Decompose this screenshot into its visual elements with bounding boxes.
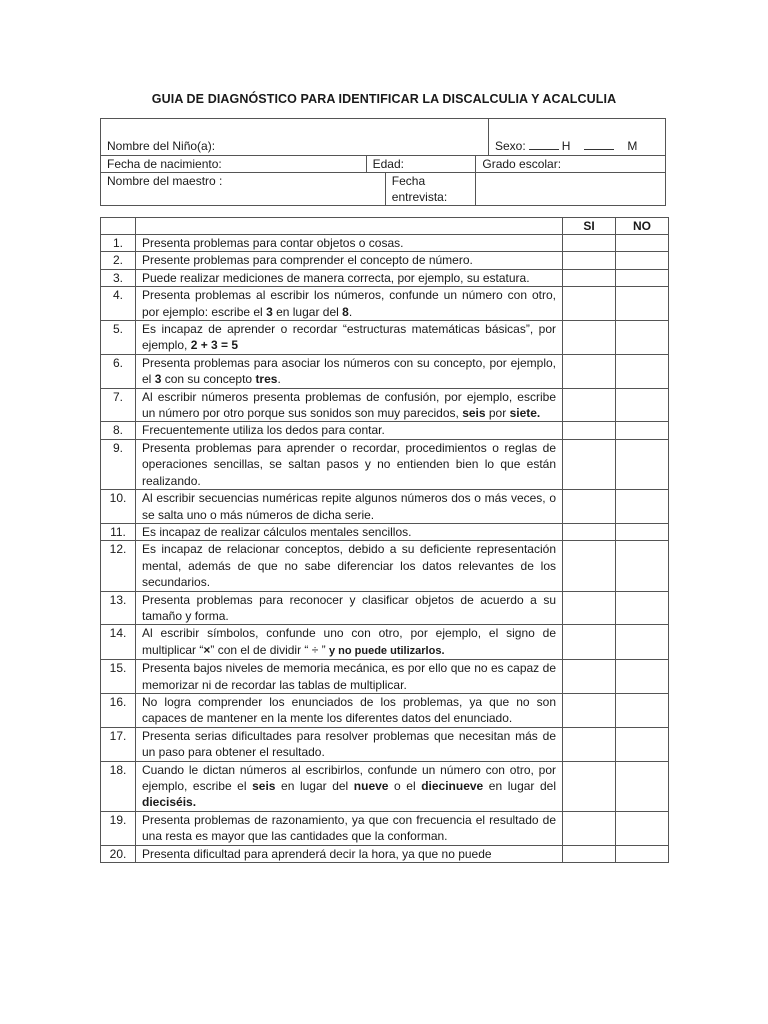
- no-checkbox-cell[interactable]: [616, 523, 669, 540]
- item-number: 20.: [101, 845, 136, 862]
- item-number: 8.: [101, 422, 136, 439]
- no-checkbox-cell[interactable]: [616, 660, 669, 694]
- header-desc-cell: [136, 218, 563, 235]
- item-number: 10.: [101, 490, 136, 524]
- si-checkbox-cell[interactable]: [563, 422, 616, 439]
- checklist-row: [101, 439, 669, 489]
- item-text: Presenta problemas para reconocer y clasificar objetos de acuerdo a su tamaño y forma.: [136, 591, 563, 625]
- no-checkbox-cell[interactable]: [616, 845, 669, 862]
- item-text-bold: 3: [266, 304, 273, 319]
- item-text-bold: seis: [252, 779, 276, 793]
- item-number: 5.: [101, 321, 136, 355]
- item-text: [136, 845, 563, 862]
- checklist-row: [101, 660, 669, 694]
- item-text-part: en lugar del: [483, 779, 556, 793]
- si-checkbox-cell[interactable]: [563, 354, 616, 388]
- no-checkbox-cell[interactable]: [616, 252, 669, 269]
- student-info-table: [100, 118, 666, 206]
- si-checkbox-cell[interactable]: [563, 625, 616, 660]
- item-number: 17.: [101, 727, 136, 761]
- item-number: 6.: [101, 354, 136, 388]
- no-checkbox-cell[interactable]: [616, 287, 669, 321]
- checklist-row: [101, 287, 669, 321]
- item-text: Presenta problemas para aprender o recordar, procedimientos o reglas de operaciones sencillas, se saltan pasos y no entienden bien lo que están realizando.: [136, 439, 563, 489]
- checklist-table: [100, 217, 669, 863]
- no-checkbox-cell[interactable]: [616, 541, 669, 591]
- fecha-nacimiento-label: Fecha de nacimiento:: [107, 157, 222, 171]
- item-text-content: Presenta dificultad para aprenderá decir la hora, ya que no puede: [142, 846, 492, 861]
- item-text-bold: 8: [342, 304, 349, 319]
- item-text: [136, 287, 563, 321]
- edad-label: Edad:: [372, 157, 404, 171]
- item-text: Frecuentemente utiliza los dedos para contar.: [136, 422, 563, 439]
- item-text-bold: diecinueve: [421, 779, 484, 793]
- item-text-part: Es incapaz de aprender o recordar “estructuras matemáticas básicas”, por ejemplo,: [142, 322, 556, 353]
- si-checkbox-cell[interactable]: [563, 439, 616, 489]
- si-checkbox-cell[interactable]: [563, 660, 616, 694]
- checklist-header-row: [101, 218, 669, 235]
- multiply-symbol: ×: [203, 642, 211, 657]
- sexo-label: Sexo:: [495, 139, 526, 153]
- si-checkbox-cell[interactable]: [563, 490, 616, 524]
- item-number: 4.: [101, 287, 136, 321]
- item-text-part: o el: [388, 779, 422, 793]
- si-checkbox-cell[interactable]: [563, 727, 616, 761]
- item-text: [136, 625, 563, 660]
- item-number: 3.: [101, 269, 136, 286]
- checklist-row: [101, 269, 669, 286]
- grado-escolar-label: Grado escolar:: [482, 157, 562, 171]
- item-number: 15.: [101, 660, 136, 694]
- item-text: [136, 761, 563, 811]
- edad-field[interactable]: [366, 156, 476, 173]
- item-text: [136, 354, 563, 388]
- item-text-bold: tres: [255, 372, 278, 387]
- item-text-bold: siete.: [509, 406, 541, 421]
- no-checkbox-cell[interactable]: [616, 693, 669, 727]
- checklist-row: [101, 541, 669, 591]
- item-text-part: con su concepto: [161, 372, 256, 387]
- checklist-row: [101, 321, 669, 355]
- document-title: GUIA DE DIAGNÓSTICO PARA IDENTIFICAR LA DISCALCULIA Y ACALCULIA: [151, 92, 617, 106]
- fecha-entrevista-label: Fecha entrevista:: [391, 174, 448, 204]
- fecha-nacimiento-field[interactable]: [101, 156, 367, 173]
- no-checkbox-cell[interactable]: [616, 354, 669, 388]
- item-number: 14.: [101, 625, 136, 660]
- no-checkbox-cell[interactable]: [616, 591, 669, 625]
- si-checkbox-cell[interactable]: [563, 523, 616, 540]
- checklist-row: [101, 845, 669, 862]
- no-checkbox-cell[interactable]: [616, 761, 669, 811]
- no-checkbox-cell[interactable]: [616, 439, 669, 489]
- no-checkbox-cell[interactable]: [616, 422, 669, 439]
- checklist-row: [101, 693, 669, 727]
- item-text-part: ” con el de dividir “ ÷ ”: [210, 642, 329, 657]
- item-text: Es incapaz de relacionar conceptos, debido a su deficiente representación mental, además de que no sabe diferenciar los datos relevantes de los secundarios.: [136, 541, 563, 591]
- checklist-row: [101, 235, 669, 252]
- no-checkbox-cell[interactable]: [616, 321, 669, 355]
- item-text: Es incapaz de realizar cálculos mentales sencillos.: [136, 523, 563, 540]
- checklist-row: [101, 727, 669, 761]
- si-checkbox-cell[interactable]: [563, 761, 616, 811]
- item-number: 9.: [101, 439, 136, 489]
- item-text-bold: nueve: [353, 779, 389, 793]
- item-text-part: Al escribir símbolos, confunde uno con otro, por ejemplo, el signo de multiplicar “: [142, 626, 556, 657]
- item-number: 19.: [101, 811, 136, 845]
- item-text: No logra comprender los enunciados de los problemas, ya que no son capaces de mantener en la mente los diferentes datos del enunciado.: [136, 693, 563, 727]
- item-number: 13.: [101, 591, 136, 625]
- header-no: NO: [616, 218, 669, 235]
- item-text: Presente problemas para comprender el concepto de número.: [136, 252, 563, 269]
- item-number: 2.: [101, 252, 136, 269]
- item-number: 16.: [101, 693, 136, 727]
- no-checkbox-cell[interactable]: [616, 811, 669, 845]
- item-number: 11.: [101, 523, 136, 540]
- si-checkbox-cell[interactable]: [563, 845, 616, 862]
- item-number: 7.: [101, 388, 136, 422]
- si-checkbox-cell[interactable]: [563, 287, 616, 321]
- header-num-cell: [101, 218, 136, 235]
- si-checkbox-cell[interactable]: [563, 811, 616, 845]
- item-text-part: .: [348, 304, 353, 319]
- nombre-nino-label: Nombre del Niño(a):: [107, 139, 216, 153]
- si-checkbox-cell[interactable]: [563, 591, 616, 625]
- item-text-part: Presenta problemas para asociar los números con su concepto, por ejemplo, el: [142, 355, 556, 387]
- si-checkbox-cell[interactable]: [563, 269, 616, 286]
- item-text: Puede realizar mediciones de manera correcta, por ejemplo, su estatura.: [136, 269, 563, 286]
- no-checkbox-cell[interactable]: [616, 727, 669, 761]
- item-text-bold: 2 + 3 = 5: [190, 338, 239, 353]
- item-text-bold: y no puede utilizarlos.: [328, 644, 445, 657]
- si-checkbox-cell[interactable]: [563, 541, 616, 591]
- item-text: [136, 321, 563, 355]
- checklist-row: [101, 625, 669, 660]
- item-text: Presenta serias dificultades para resolver problemas que necesitan más de un paso para obtener el resultado.: [136, 727, 563, 761]
- nombre-nino-field[interactable]: [101, 119, 489, 156]
- item-text-part: en lugar del: [272, 304, 343, 319]
- item-number: 12.: [101, 541, 136, 591]
- checklist-row: [101, 811, 669, 845]
- no-checkbox-cell[interactable]: [616, 490, 669, 524]
- item-text-part: Presenta problemas al escribir los números, confunde un número con otro, por ejemplo: escribe el: [142, 288, 556, 319]
- checklist-row: [101, 422, 669, 439]
- si-checkbox-cell[interactable]: [563, 388, 616, 422]
- no-checkbox-cell[interactable]: [616, 235, 669, 252]
- checklist-row: [101, 523, 669, 540]
- si-checkbox-cell[interactable]: [563, 252, 616, 269]
- item-text: Al escribir secuencias numéricas repite algunos números dos o más veces, o se salta uno o más números de dicha serie.: [136, 490, 563, 524]
- si-checkbox-cell[interactable]: [563, 693, 616, 727]
- no-checkbox-cell[interactable]: [616, 388, 669, 422]
- header-si: SI: [563, 218, 616, 235]
- checklist-row: [101, 252, 669, 269]
- item-text-bold: seis: [462, 406, 486, 421]
- grado-escolar-field[interactable]: [476, 156, 666, 173]
- item-text: Presenta problemas de razonamiento, ya que con frecuencia el resultado de una resta es mayor que las cantidades que la conforman.: [136, 811, 563, 845]
- nombre-maestro-field[interactable]: [101, 173, 476, 206]
- item-text: Presenta problemas para contar objetos o cosas.: [136, 235, 563, 252]
- si-checkbox-cell[interactable]: [563, 235, 616, 252]
- item-text-bold: dieciséis.: [142, 795, 197, 810]
- item-text-part: .: [277, 372, 281, 387]
- checklist-row: [101, 388, 669, 422]
- item-text-part: Cuando le dictan números al escribirlos, confunde un número con otro, por ejemplo, escribe el: [142, 762, 556, 793]
- checklist-row: [101, 490, 669, 524]
- item-text-part: por: [485, 406, 510, 421]
- sexo-m-blank[interactable]: [584, 139, 614, 150]
- item-number: 18.: [101, 761, 136, 811]
- item-text-bold: 3: [154, 372, 162, 387]
- no-checkbox-cell[interactable]: [616, 269, 669, 286]
- sexo-h-label: H: [561, 139, 571, 153]
- item-text-part: en lugar del: [275, 779, 354, 793]
- item-number: 1.: [101, 235, 136, 252]
- item-text-part: Al escribir números presenta problemas de confusión, por ejemplo, escribe un número por otro porque sus sonidos son muy parecidos,: [142, 389, 556, 421]
- nombre-maestro-label: Nombre del maestro :: [107, 173, 386, 205]
- item-text: Presenta bajos niveles de memoria mecánica, es por ello que no es capaz de memorizar ni de recordar las tablas de multiplicar.: [136, 660, 563, 694]
- sexo-m-label: M: [627, 139, 638, 153]
- sexo-field[interactable]: [489, 119, 666, 156]
- sexo-h-blank[interactable]: [529, 139, 559, 150]
- fecha-entrevista-field[interactable]: [476, 173, 666, 206]
- si-checkbox-cell[interactable]: [563, 321, 616, 355]
- checklist-row: [101, 761, 669, 811]
- no-checkbox-cell[interactable]: [616, 625, 669, 660]
- checklist-row: [101, 591, 669, 625]
- item-text: [136, 388, 563, 422]
- checklist-row: [101, 354, 669, 388]
